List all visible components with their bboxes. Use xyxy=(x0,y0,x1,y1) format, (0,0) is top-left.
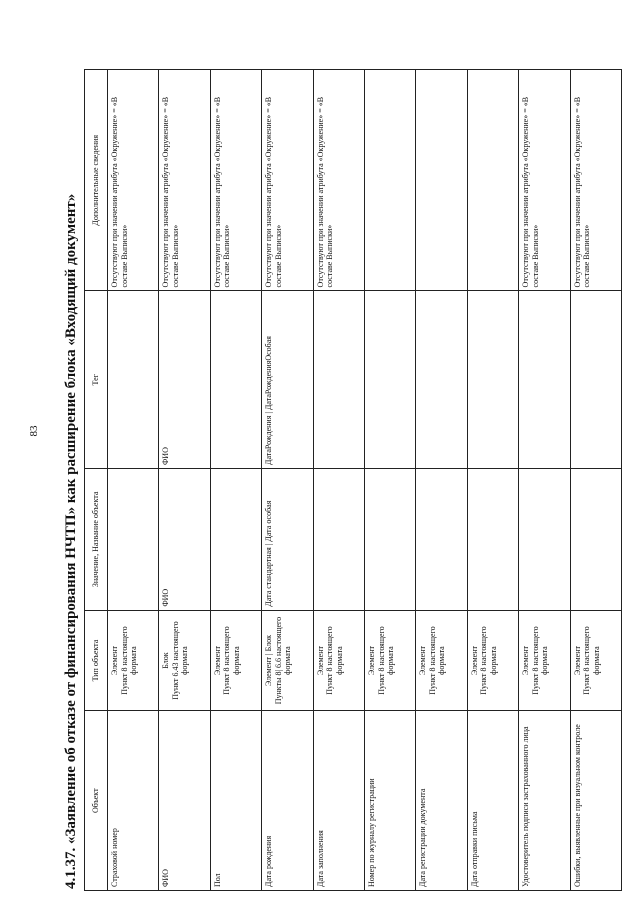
cell-value-name: ФИО xyxy=(159,469,209,611)
header-additional-info: Дополнительные сведения xyxy=(85,70,107,291)
cell-object: ФИО xyxy=(161,869,171,887)
cell-object: Дата рождения xyxy=(264,835,274,887)
cell-additional-info: Отсутствуют при значении атрибута «Окружение» = «В составе Выписки» xyxy=(108,70,158,291)
cell-tag xyxy=(416,291,466,469)
cell-object-type: Элемент Пункт 8 настоящего формата xyxy=(468,611,518,712)
cell-object: Страховой номер xyxy=(110,828,119,887)
table-header-row xyxy=(85,70,107,890)
table-row xyxy=(364,70,415,890)
cell-additional-info: Отсутствуют при значении атрибута «Окружение» = «В составе Выписки» xyxy=(519,70,569,291)
header-object-type: Тип объекта xyxy=(85,611,107,712)
cell-object: Дата регистрации документа xyxy=(418,788,428,887)
cell-object-type: Элемент Пункт 8 настоящего формата xyxy=(314,611,364,712)
objects-table xyxy=(84,69,622,891)
cell-value-name xyxy=(314,469,364,611)
cell-additional-info: Отсутствуют при значении атрибута «Окружение» = «В составе Выписки» xyxy=(262,70,312,291)
cell-tag: ФИО xyxy=(159,291,209,469)
cell-value-name xyxy=(416,469,466,611)
cell-object: Пол xyxy=(212,873,222,887)
cell-tag xyxy=(365,291,415,469)
cell-value-name: Дата стандартная | Дата особая xyxy=(262,469,312,611)
cell-value-name xyxy=(211,469,261,611)
cell-object: Дата отправки письма xyxy=(469,811,479,887)
table-row xyxy=(467,70,518,890)
header-value-name: Значение, Название объекта xyxy=(85,469,107,611)
cell-value-name xyxy=(519,469,569,611)
cell-additional-info: Отсутствуют при значении атрибута «Окружение» = «В составе Выписки» xyxy=(314,70,364,291)
cell-tag xyxy=(571,291,621,469)
cell-object-type: Элемент Пункт 8 настоящего формата xyxy=(519,611,569,712)
table-row xyxy=(313,70,364,890)
cell-object: Номер по журналу регистрации xyxy=(367,778,377,887)
cell-tag xyxy=(519,291,569,469)
cell-object: Ошибки, выявленные при визуальном контроле xyxy=(572,724,582,887)
cell-additional-info xyxy=(416,70,466,291)
header-tag: Тег xyxy=(85,291,107,469)
cell-object-type: Элемент Пункт 8 настоящего формата xyxy=(211,611,261,712)
cell-object-type: Элемент Пункт 8 настоящего формата xyxy=(571,611,621,712)
table-row xyxy=(518,70,569,890)
cell-object-type: Элемент Пункт 8 настоящего формата xyxy=(108,611,158,712)
cell-value-name xyxy=(365,469,415,611)
cell-object-type: Элемент Пункт 8 настоящего формата xyxy=(416,611,466,712)
table-row xyxy=(415,70,466,890)
cell-value-name xyxy=(108,469,158,611)
header-object: Объект xyxy=(91,788,101,814)
table-row xyxy=(261,70,312,890)
cell-value-name xyxy=(468,469,518,611)
cell-tag xyxy=(108,291,158,469)
page-number: 83 xyxy=(28,425,40,437)
cell-object-type: Элемент | Блок Пункты 8| 6.6 настоящего формата xyxy=(262,611,312,712)
table-row xyxy=(158,70,209,890)
cell-additional-info: Отсутствуют при значении атрибута «Окружение» = «В составе Выписки» xyxy=(211,70,261,291)
cell-tag xyxy=(468,291,518,469)
cell-additional-info: Отсутствуют при значении атрибута «Окружение» = «В составе Выписки» xyxy=(571,70,621,291)
table-row xyxy=(570,70,621,890)
cell-additional-info xyxy=(468,70,518,291)
cell-object-type: Элемент Пункт 8 настоящего формата xyxy=(365,611,415,712)
cell-value-name xyxy=(571,469,621,611)
cell-object-type: Блок Пункт 6.43 настоящего формата xyxy=(159,611,209,712)
table-row xyxy=(107,70,158,890)
cell-object: Удостоверитель подписи застрахованного лица xyxy=(521,726,531,887)
cell-additional-info: Отсутствуют при значении атрибута «Окружение» = «В составе Выписки» xyxy=(159,70,209,291)
section-heading: 4.1.37. «Заявление об отказе от финансирования НЧТП» как расширение блока «Входящий документ» xyxy=(63,193,79,889)
cell-tag xyxy=(314,291,364,469)
cell-object: Дата заполнения xyxy=(315,830,325,887)
cell-tag: ДатаРождения | ДатаРожденияОсобая xyxy=(262,291,312,469)
cell-additional-info xyxy=(365,70,415,291)
table-row xyxy=(210,70,261,890)
cell-tag xyxy=(211,291,261,469)
